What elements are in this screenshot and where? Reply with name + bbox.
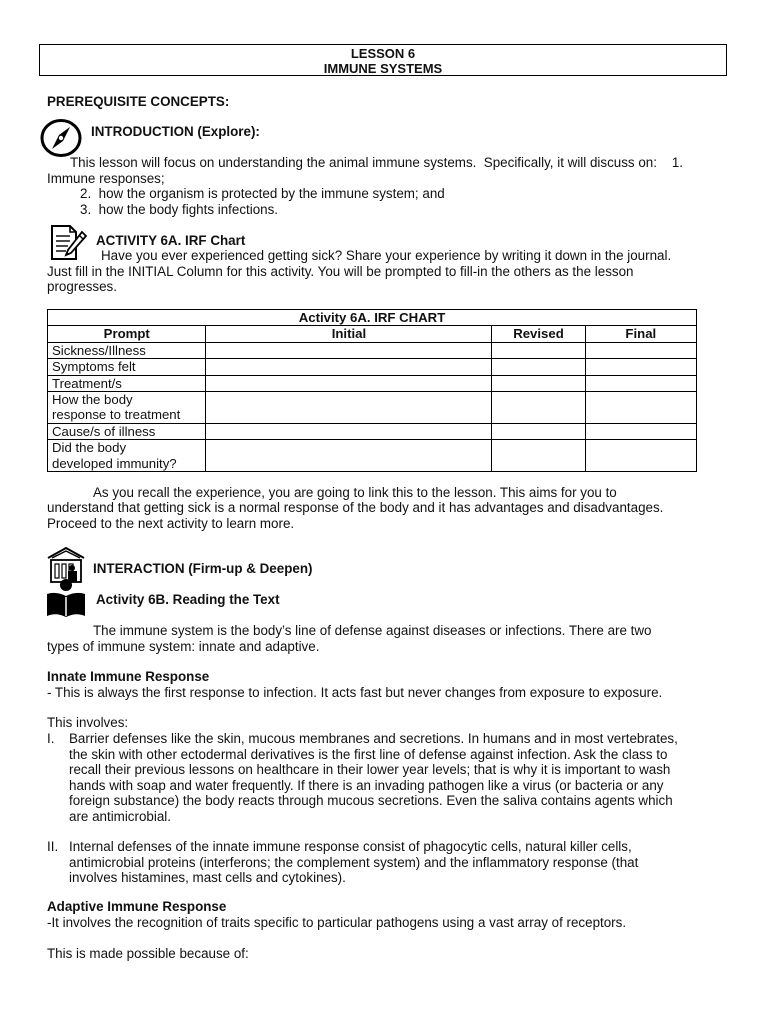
revised-cell[interactable] xyxy=(492,375,585,391)
revised-cell[interactable] xyxy=(492,392,585,424)
innate-involves: This involves: xyxy=(47,715,129,730)
introduction-heading: INTRODUCTION (Explore): xyxy=(91,124,260,139)
innate-item-number: I. xyxy=(47,731,55,746)
lesson-title: IMMUNE SYSTEMS xyxy=(323,61,443,76)
activity-6b-heading: Activity 6B. Reading the Text xyxy=(96,592,280,607)
revised-cell[interactable] xyxy=(492,359,585,375)
reader-book-icon xyxy=(45,578,87,618)
adaptive-heading: Adaptive Immune Response xyxy=(47,899,227,914)
table-row xyxy=(48,375,697,391)
recall-line: understand that getting sick is a normal response of the body and it has advantages and disadvantages. xyxy=(47,500,664,515)
initial-cell[interactable] xyxy=(206,375,492,391)
interaction-heading: INTERACTION (Firm-up & Deepen) xyxy=(93,561,313,576)
revised-cell[interactable] xyxy=(492,342,585,358)
adaptive-description: -It involves the recognition of traits specific to particular pathogens using a vast array of receptors. xyxy=(47,915,627,930)
lesson-title-box xyxy=(39,44,727,76)
prompt-cell: Treatment/s xyxy=(48,375,206,391)
initial-cell[interactable] xyxy=(206,342,492,358)
innate-heading: Innate Immune Response xyxy=(47,669,210,684)
prompt-cell: Sickness/Illness xyxy=(48,342,206,358)
table-row xyxy=(48,392,697,424)
table-row xyxy=(48,359,697,375)
activity-6a-line: Just fill in the INITIAL Column for this activity. You will be prompted to fill-in the others as the lesson xyxy=(47,264,634,279)
final-cell[interactable] xyxy=(585,342,696,358)
table-header-row xyxy=(48,326,697,342)
column-header: Prompt xyxy=(48,326,206,342)
activity-6a-line: Have you ever experienced getting sick? Share your experience by writing it down in the journal. xyxy=(101,248,672,263)
activity-6a-heading: ACTIVITY 6A. IRF Chart xyxy=(96,233,246,248)
prompt-cell: Symptoms felt xyxy=(48,359,206,375)
innate-item-number: II. xyxy=(47,839,59,854)
final-cell[interactable] xyxy=(585,375,696,391)
compass-icon xyxy=(39,118,83,158)
revised-cell[interactable] xyxy=(492,423,585,439)
initial-cell[interactable] xyxy=(206,392,492,424)
table-row xyxy=(48,423,697,439)
activity-6b-line: types of immune system: innate and adaptive. xyxy=(47,639,320,654)
prompt-cell: Cause/s of illness xyxy=(48,423,206,439)
prerequisite-heading: PREREQUISITE CONCEPTS: xyxy=(47,94,230,109)
final-cell[interactable] xyxy=(585,392,696,424)
final-cell[interactable] xyxy=(585,423,696,439)
innate-item-2: Internal defenses of the innate immune response consist of phagocytic cells, natural killer cells, antimicrobial proteins (interferons; the complement system) and the inflammatory response (that involves histamines, mast cells and cytokines). xyxy=(69,839,639,886)
intro-list-item: 2. how the organism is protected by the immune system; and xyxy=(80,186,445,201)
lesson-number: LESSON 6 xyxy=(350,46,416,61)
table-row xyxy=(48,342,697,358)
table-row xyxy=(48,440,697,472)
innate-description: - This is always the first response to infection. It acts fast but never changes from exposure to exposure. xyxy=(47,685,663,700)
revised-cell[interactable] xyxy=(492,440,585,472)
column-header: Revised xyxy=(492,326,585,342)
final-cell[interactable] xyxy=(585,359,696,375)
column-header: Initial xyxy=(206,326,492,342)
adaptive-possible: This is made possible because of: xyxy=(47,946,249,961)
activity-6a-line: progresses. xyxy=(47,279,117,294)
column-header: Final xyxy=(585,326,696,342)
activity-6b-line: The immune system is the body’s line of defense against diseases or infections. There are two xyxy=(93,623,652,638)
irf-chart-table xyxy=(47,309,697,472)
prompt-cell: How the body response to treatment xyxy=(48,392,206,424)
initial-cell[interactable] xyxy=(206,359,492,375)
notepad-pencil-icon xyxy=(46,222,88,262)
initial-cell[interactable] xyxy=(206,440,492,472)
intro-line-2: Immune responses; xyxy=(47,171,165,186)
intro-list-item: 3. how the body fights infections. xyxy=(80,202,279,217)
final-cell[interactable] xyxy=(585,440,696,472)
innate-item-1: Barrier defenses like the skin, mucous membranes and secretions. In humans and in most vertebrates, the skin with other ectodermal derivatives is the first line of defense against infection. Ask the class to recall their previous lessons on healthcare in their lower year levels; that is why it is important to wash hands with soap and water frequently. If there is an invading pathogen like a virus (or bacteria or any foreign substance) the body reacts through mucous secretions. Even the saliva contains agents which are antimicrobial. xyxy=(69,731,678,824)
initial-cell[interactable] xyxy=(206,423,492,439)
prompt-cell: Did the body developed immunity? xyxy=(48,440,206,472)
irf-table-caption: Activity 6A. IRF CHART xyxy=(48,310,697,326)
recall-line: As you recall the experience, you are going to link this to the lesson. This aims for you to xyxy=(93,485,617,500)
recall-line: Proceed to the next activity to learn more. xyxy=(47,516,295,531)
intro-line-1: This lesson will focus on understanding the animal immune systems. Specifically, it will discuss on: 1. xyxy=(70,155,684,170)
